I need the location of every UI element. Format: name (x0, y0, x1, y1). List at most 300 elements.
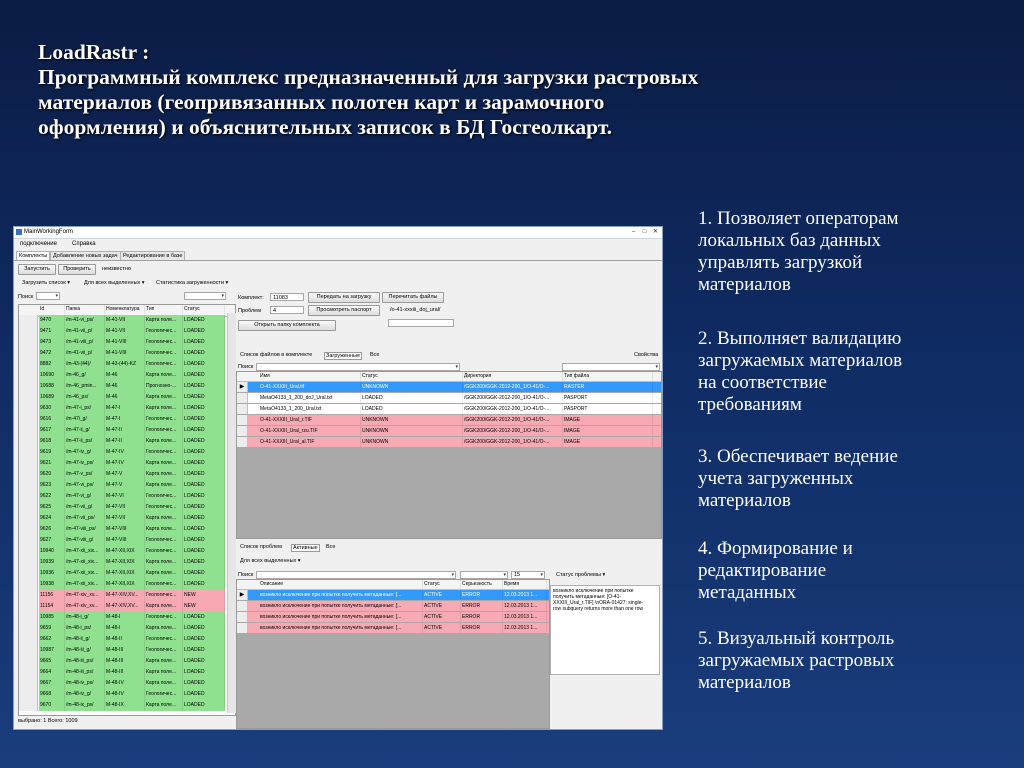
file-row[interactable] (237, 404, 661, 414)
check-button[interactable]: Проверить (58, 264, 96, 275)
column-header-file-type[interactable]: Тип файла (563, 372, 653, 381)
cell-id: 9667 (39, 678, 65, 689)
cell-nomenclature: M-47-XII,XIX (105, 546, 145, 557)
cell-folder: /m-47-xiv_xv... (65, 601, 105, 612)
row-header[interactable] (237, 415, 248, 425)
cell-id: 10688 (39, 381, 65, 392)
cell-folder: /m-43-(44)/ (65, 359, 105, 370)
table-row[interactable] (19, 568, 235, 579)
cell-type: Геологичес... (145, 579, 183, 590)
load-list-menu[interactable]: Загрузить список ▾ (22, 280, 71, 286)
cell-folder: /m-46_ps/ (65, 392, 105, 403)
row-header[interactable] (237, 612, 248, 622)
cell-file-status: LOADED (361, 404, 463, 414)
cell-status: LOADED (183, 348, 225, 359)
cell-nomenclature: M-48-I (105, 612, 145, 623)
minimize-button[interactable]: – (631, 229, 636, 235)
row-selector[interactable] (19, 689, 38, 700)
cell-status: LOADED (183, 612, 225, 623)
table-row[interactable] (19, 425, 235, 436)
cell-nomenclature: M-47-VII (105, 502, 145, 513)
table-row[interactable] (19, 403, 235, 414)
cell-nomenclature: M-41-VII (105, 315, 145, 326)
cell-type: Геологичес... (145, 634, 183, 645)
row-selector[interactable] (19, 546, 38, 557)
cell-id: 9620 (39, 469, 65, 480)
table-row[interactable] (19, 535, 235, 546)
tab-edit-db[interactable]: Редактирование в базе (120, 251, 185, 260)
table-row[interactable] (19, 370, 235, 381)
cell-type: Карта поле... (145, 315, 183, 326)
problem-row[interactable] (237, 612, 549, 622)
column-header-time[interactable]: Время (503, 580, 547, 589)
row-selector[interactable] (19, 513, 38, 524)
stats-menu[interactable]: Статистика загруженности ▾ (156, 280, 229, 286)
row-selector[interactable] (19, 392, 38, 403)
row-selector[interactable] (19, 359, 38, 370)
menu-help[interactable]: Справка (72, 241, 96, 247)
problems-label: Проблем (238, 308, 262, 314)
cell-nomenclature: M-47-II (105, 436, 145, 447)
table-row[interactable] (19, 315, 235, 326)
cell-type: Карта поле... (145, 436, 183, 447)
row-selector[interactable] (19, 458, 38, 469)
cell-severity: ERROR (461, 612, 503, 622)
table-row[interactable] (19, 634, 235, 645)
table-row[interactable] (19, 689, 235, 700)
cell-folder: /m-48-ii_g/ (65, 634, 105, 645)
cell-id: 9618 (39, 436, 65, 447)
row-selector[interactable] (19, 634, 38, 645)
slide-title-line-2: Программный комплекс предназначенный для загрузки растровых (38, 65, 699, 89)
file-row[interactable] (237, 382, 661, 392)
cell-severity: ERROR (461, 623, 503, 633)
cell-status: LOADED (183, 700, 225, 711)
row-selector[interactable] (19, 557, 38, 568)
cell-status: LOADED (183, 370, 225, 381)
cell-file-type: PASPORT (563, 393, 653, 403)
column-header-status[interactable]: Статус (183, 305, 225, 314)
cell-id: 9471 (39, 326, 65, 337)
cell-nomenclature: M-46 (105, 370, 145, 381)
cell-id: 9473 (39, 337, 65, 348)
cell-status: LOADED (183, 469, 225, 480)
cell-type: Геологичес... (145, 645, 183, 656)
cell-folder: /m-47-xii_xix... (65, 546, 105, 557)
row-header[interactable] (237, 437, 248, 447)
cell-id: 9662 (39, 634, 65, 645)
problem-status-label[interactable]: Статус проблемы ▾ (556, 572, 606, 578)
cell-id: 9625 (39, 502, 65, 513)
cell-folder: /m-47-iv_g/ (65, 447, 105, 458)
column-header-type[interactable]: Тип (145, 305, 183, 314)
table-row[interactable] (19, 392, 235, 403)
column-header-problem-status[interactable]: Статус (423, 580, 461, 589)
row-selector[interactable] (19, 480, 38, 491)
cell-type: Карта поле... (145, 623, 183, 634)
row-selector[interactable] (19, 447, 38, 458)
cell-nomenclature: M-47-IV (105, 447, 145, 458)
start-button[interactable]: Запустить (18, 264, 56, 275)
row-selector[interactable] (19, 645, 38, 656)
table-row[interactable] (19, 436, 235, 447)
cell-folder: /m-41-vi_ps/ (65, 315, 105, 326)
cell-file-name: O-41-XXXIII_Ural_r.TIF (259, 415, 361, 425)
cell-status: LOADED (183, 634, 225, 645)
sets-table (18, 304, 236, 716)
row-selector[interactable] (19, 535, 38, 546)
table-row[interactable] (19, 326, 235, 337)
problem-list-label: Список проблем (240, 544, 282, 550)
row-selector[interactable] (19, 502, 38, 513)
left-scrollbar[interactable] (227, 313, 236, 713)
column-header-description[interactable]: Описание (259, 580, 423, 589)
cell-type: Карта поле... (145, 403, 183, 414)
cell-id: 10985 (39, 612, 65, 623)
cell-type: Геологичес... (145, 326, 183, 337)
cell-folder: /m-47-vi_ps/ (65, 480, 105, 491)
cell-file-status: UNKNOWN (361, 426, 463, 436)
feature-1: 1. Позволяет операторам локальных баз данных управлять загрузкой материалов (698, 208, 899, 295)
cell-nomenclature: M-47-VIII (105, 524, 145, 535)
cell-folder: /m-48-iv_ps/ (65, 678, 105, 689)
problem-row[interactable] (237, 623, 549, 633)
tab-all-problems[interactable]: Все (326, 544, 336, 550)
chevron-down-icon: ▾ (451, 572, 454, 578)
properties-label: Свойства (634, 352, 659, 358)
table-row[interactable] (19, 513, 235, 524)
table-row[interactable] (19, 337, 235, 348)
row-selector[interactable] (19, 623, 38, 634)
table-row[interactable] (19, 656, 235, 667)
cell-directory: /GGK200/GGK-2012-200_1/O-41/O-... (463, 382, 563, 392)
cell-type: Геологичес... (145, 491, 183, 502)
cell-nomenclature: M-47-IV (105, 458, 145, 469)
slide-title (38, 40, 938, 140)
slide-title-line-4: оформления) и объяснительных записок в БД Госгеолкарт. (38, 115, 613, 139)
cell-status: LOADED (183, 414, 225, 425)
row-selector[interactable] (19, 491, 38, 502)
cell-folder: /m-47-ii_ps/ (65, 436, 105, 447)
row-selector[interactable] (19, 590, 38, 601)
tab-loaded-files[interactable]: Загруженные (326, 353, 361, 359)
cell-type: Геологичес... (145, 359, 183, 370)
row-header[interactable] (237, 623, 248, 633)
chevron-down-icon: ▾ (503, 572, 506, 578)
for-all-selected-menu[interactable]: Для всех выделенных ▾ (84, 280, 145, 286)
cell-type: Геологичес... (145, 348, 183, 359)
cell-folder: /m-46_pmin... (65, 381, 105, 392)
row-header[interactable] (237, 426, 248, 436)
row-header[interactable] (237, 601, 248, 611)
cell-problem-status: ACTIVE (423, 601, 461, 611)
column-header-nomenclature[interactable]: Номенклатура (105, 305, 145, 314)
cell-severity: ERROR (461, 590, 503, 600)
row-header[interactable] (237, 404, 248, 414)
cell-id: 9470 (39, 315, 65, 326)
row-header[interactable] (237, 393, 248, 403)
column-header-file-status[interactable]: Статус (361, 372, 463, 381)
cell-status: LOADED (183, 403, 225, 414)
problems-count-field: 4 (270, 306, 304, 314)
problems-for-all-selected[interactable]: Для всех выделенных ▾ (240, 558, 301, 564)
cell-nomenclature: M-47-V (105, 469, 145, 480)
cell-folder: /m-47-v_ps/ (65, 469, 105, 480)
window-title: MainWorkingForm (24, 229, 73, 235)
row-selector[interactable] (19, 436, 38, 447)
cell-type: Геологичес... (145, 414, 183, 425)
files-search-field[interactable] (256, 363, 460, 371)
open-set-folder-button[interactable]: Открыть папку комплекта (238, 320, 336, 331)
feature-2: 2. Выполняет валидацию загружаемых материалов на соответствие требованиям (698, 328, 903, 415)
column-header-directory[interactable]: Директория (463, 372, 563, 381)
cell-file-type: IMAGE (563, 415, 653, 425)
tab-all-files[interactable]: Все (370, 352, 380, 358)
cell-folder: /m-47-iv_ps/ (65, 458, 105, 469)
set-label: Комплект: (238, 295, 264, 301)
cell-id: 8882 (39, 359, 65, 370)
row-selector[interactable] (19, 381, 38, 392)
column-header-name[interactable]: Имя (259, 372, 361, 381)
selection-status: выбрано: 1 Всего: 1009 (18, 718, 78, 724)
problems-filter-dropdown[interactable] (460, 571, 508, 579)
cell-folder: /m-47-viii_ps/ (65, 524, 105, 535)
row-selector[interactable] (19, 414, 38, 425)
send-to-load-button[interactable]: Передать на загрузку (308, 292, 380, 303)
row-selector[interactable] (19, 370, 38, 381)
path-extra-field (388, 319, 454, 327)
cell-id: 9627 (39, 535, 65, 546)
cell-file-name: MetaO4133_1_200_doJ_Ural.txt (259, 393, 361, 403)
cell-description: возникло исключение при попытке получить метаданные: [... (259, 590, 423, 600)
cell-folder: /m-48-iii_g/ (65, 645, 105, 656)
cell-type: Геологичес... (145, 337, 183, 348)
cell-folder: /m-48-ix_ps/ (65, 700, 105, 711)
row-selector[interactable] (19, 568, 38, 579)
cell-severity: ERROR (461, 601, 503, 611)
left-search-field[interactable] (36, 292, 60, 300)
row-selector[interactable] (19, 700, 38, 711)
cell-status: LOADED (183, 447, 225, 458)
table-row[interactable] (19, 348, 235, 359)
files-search-label: Поиск (238, 364, 254, 370)
row-selector[interactable] (19, 348, 38, 359)
cell-nomenclature: M-47-XII,XIX (105, 557, 145, 568)
files-filter-dropdown[interactable] (562, 363, 660, 371)
row-selector[interactable] (19, 579, 38, 590)
table-row[interactable] (19, 645, 235, 656)
cell-folder: /m-47-viii_g/ (65, 535, 105, 546)
file-row[interactable] (237, 393, 661, 403)
left-filter-dropdown[interactable] (184, 292, 226, 300)
view-passport-button[interactable]: Просмотреть паспорт (308, 305, 380, 316)
cell-file-status: LOADED (361, 393, 463, 403)
row-selector[interactable] (19, 326, 38, 337)
chevron-down-icon: ▾ (540, 572, 543, 578)
table-row[interactable] (19, 491, 235, 502)
menu-bar (14, 239, 662, 249)
row-selector[interactable] (19, 425, 38, 436)
cell-directory: /GGK200/GGK-2012-200_1/O-41/O-... (463, 437, 563, 447)
file-row[interactable] (237, 415, 661, 425)
row-selector[interactable] (19, 524, 38, 535)
cell-id: 9668 (39, 689, 65, 700)
table-row[interactable] (19, 557, 235, 568)
cell-file-status: UNKNOWN (361, 437, 463, 447)
cell-nomenclature: M-41-VIII (105, 337, 145, 348)
cell-status: LOADED (183, 524, 225, 535)
cell-nomenclature: M-47-V (105, 480, 145, 491)
feature-3: 3. Обеспечивает ведение учета загруженных материалов (698, 446, 898, 511)
cell-problem-status: ACTIVE (423, 590, 461, 600)
cell-type: Геологичес... (145, 546, 183, 557)
row-selector[interactable] (19, 612, 38, 623)
problems-count-dropdown[interactable] (511, 571, 545, 579)
cell-status: LOADED (183, 656, 225, 667)
cell-status: LOADED (183, 546, 225, 557)
row-selector[interactable] (19, 315, 38, 326)
cell-type: Геологичес... (145, 425, 183, 436)
cell-description: возникло исключение при попытке получить метаданные: [... (259, 601, 423, 611)
cell-nomenclature: M-48-III (105, 667, 145, 678)
files-table-header (237, 372, 661, 382)
cell-file-name: MetaO4133_1_200_Ural.txt (259, 404, 361, 414)
chevron-down-icon: ▾ (221, 293, 224, 299)
tab-active-problems[interactable]: Активные (293, 545, 318, 551)
table-row[interactable] (19, 502, 235, 513)
table-row[interactable] (19, 601, 235, 612)
cell-id: 11154 (39, 601, 65, 612)
cell-id: 9617 (39, 425, 65, 436)
problems-search-label: Поиск (238, 572, 254, 578)
cell-type: Прогнозно-... (145, 381, 183, 392)
cell-type: Геологичес... (145, 689, 183, 700)
cell-time: 12.03.2013 1... (503, 612, 547, 622)
cell-status: LOADED (183, 513, 225, 524)
cell-folder: /m-47i_g/ (65, 414, 105, 425)
cell-id: 10938 (39, 579, 65, 590)
cell-folder: /m-47-ii_g/ (65, 425, 105, 436)
tab-sets[interactable]: Комплекты (16, 251, 50, 260)
cell-type: Карта поле... (145, 667, 183, 678)
problems-count-value: 15 (514, 572, 521, 578)
cell-nomenclature: M-48-I (105, 623, 145, 634)
cell-id: 11156 (39, 590, 65, 601)
set-path-text: /o-41-xxxiii_doj_ural/ (390, 307, 441, 313)
cell-id: 9659 (39, 623, 65, 634)
row-selector[interactable] (19, 337, 38, 348)
cell-type: Геологичес... (145, 502, 183, 513)
row-selector[interactable] (19, 469, 38, 480)
cell-folder: /m-47-i_ps/ (65, 403, 105, 414)
table-row[interactable] (19, 381, 235, 392)
table-row[interactable] (19, 579, 235, 590)
row-selector[interactable] (19, 601, 38, 612)
current-row-arrow-icon[interactable]: ▶ (237, 382, 248, 392)
cell-file-type: PASPORT (563, 404, 653, 414)
row-selector[interactable] (19, 667, 38, 678)
cell-directory: /GGK200/GGK-2012-200_1/O-41/O-... (463, 393, 563, 403)
problem-row[interactable] (237, 601, 549, 611)
column-header-severity[interactable]: Серьезность (461, 580, 503, 589)
reread-files-button[interactable]: Перечитать файлы (382, 292, 444, 303)
chevron-down-icon: ▾ (655, 364, 658, 370)
close-button[interactable]: ✕ (652, 229, 659, 235)
table-row[interactable] (19, 469, 235, 480)
cell-id: 10690 (39, 370, 65, 381)
table-row[interactable] (19, 546, 235, 557)
table-row[interactable] (19, 590, 235, 601)
cell-id: 10987 (39, 645, 65, 656)
table-row[interactable] (19, 667, 235, 678)
table-row[interactable] (19, 524, 235, 535)
cell-status: LOADED (183, 491, 225, 502)
table-row[interactable] (19, 414, 235, 425)
column-header-id[interactable]: Id (39, 305, 65, 314)
cell-folder: /m-47-xiv_xv... (65, 590, 105, 601)
cell-folder: /m-47-xii_xix... (65, 568, 105, 579)
cell-folder: /m-41-vii_p/ (65, 348, 105, 359)
table-row[interactable] (19, 678, 235, 689)
cell-status: LOADED (183, 623, 225, 634)
cell-nomenclature: M-48-II (105, 634, 145, 645)
set-id-field[interactable]: 11083 (270, 293, 304, 301)
cell-status: LOADED (183, 392, 225, 403)
cell-nomenclature: M-48-III (105, 645, 145, 656)
table-row[interactable] (19, 480, 235, 491)
column-header-folder[interactable]: Папка (65, 305, 105, 314)
file-row[interactable] (237, 437, 661, 447)
file-row[interactable] (237, 426, 661, 436)
cell-folder: /m-41-vii_p/ (65, 326, 105, 337)
current-row-arrow-icon[interactable]: ▶ (237, 590, 248, 600)
menu-connection[interactable]: подключение (20, 241, 57, 247)
row-selector[interactable] (19, 403, 38, 414)
cell-nomenclature: M-47-II (105, 425, 145, 436)
cell-nomenclature: M-43-(44)-KZ (105, 359, 145, 370)
cell-type: Карта поле... (145, 469, 183, 480)
cell-id: 9665 (39, 656, 65, 667)
cell-id: 9619 (39, 447, 65, 458)
cell-problem-status: ACTIVE (423, 623, 461, 633)
table-row[interactable] (19, 458, 235, 469)
cell-nomenclature: M-47-XII,XIX (105, 579, 145, 590)
maximize-button[interactable]: □ (642, 229, 647, 235)
table-row[interactable] (19, 612, 235, 623)
problem-row[interactable] (237, 590, 549, 600)
problems-search-field[interactable] (256, 571, 456, 579)
row-selector[interactable] (19, 678, 38, 689)
cell-type: Карта поле... (145, 601, 183, 612)
table-row[interactable] (19, 700, 235, 711)
table-row[interactable] (19, 447, 235, 458)
cell-folder: /m-48-i_g/ (65, 612, 105, 623)
row-selector[interactable] (19, 656, 38, 667)
table-row[interactable] (19, 623, 235, 634)
cell-status: LOADED (183, 579, 225, 590)
tab-add-tasks[interactable]: Добавление новых задач (50, 251, 121, 260)
cell-nomenclature: M-47-VII (105, 513, 145, 524)
cell-nomenclature: M-48-IV (105, 678, 145, 689)
cell-id: 10939 (39, 557, 65, 568)
cell-file-name: O-41-XXXIII_Ural.tif (259, 382, 361, 392)
cell-type: Карта поле... (145, 568, 183, 579)
cell-type: Геологичес... (145, 590, 183, 601)
problem-detail-text: возникло исключение при попытке получить метаданные: [O-41- XXXIII_Ural_r.TIF] \nORA-01427: single- row subquery returns more than one row (550, 585, 660, 675)
cell-status: LOADED (183, 678, 225, 689)
cell-type: Геологичес... (145, 447, 183, 458)
table-row[interactable] (19, 359, 235, 370)
